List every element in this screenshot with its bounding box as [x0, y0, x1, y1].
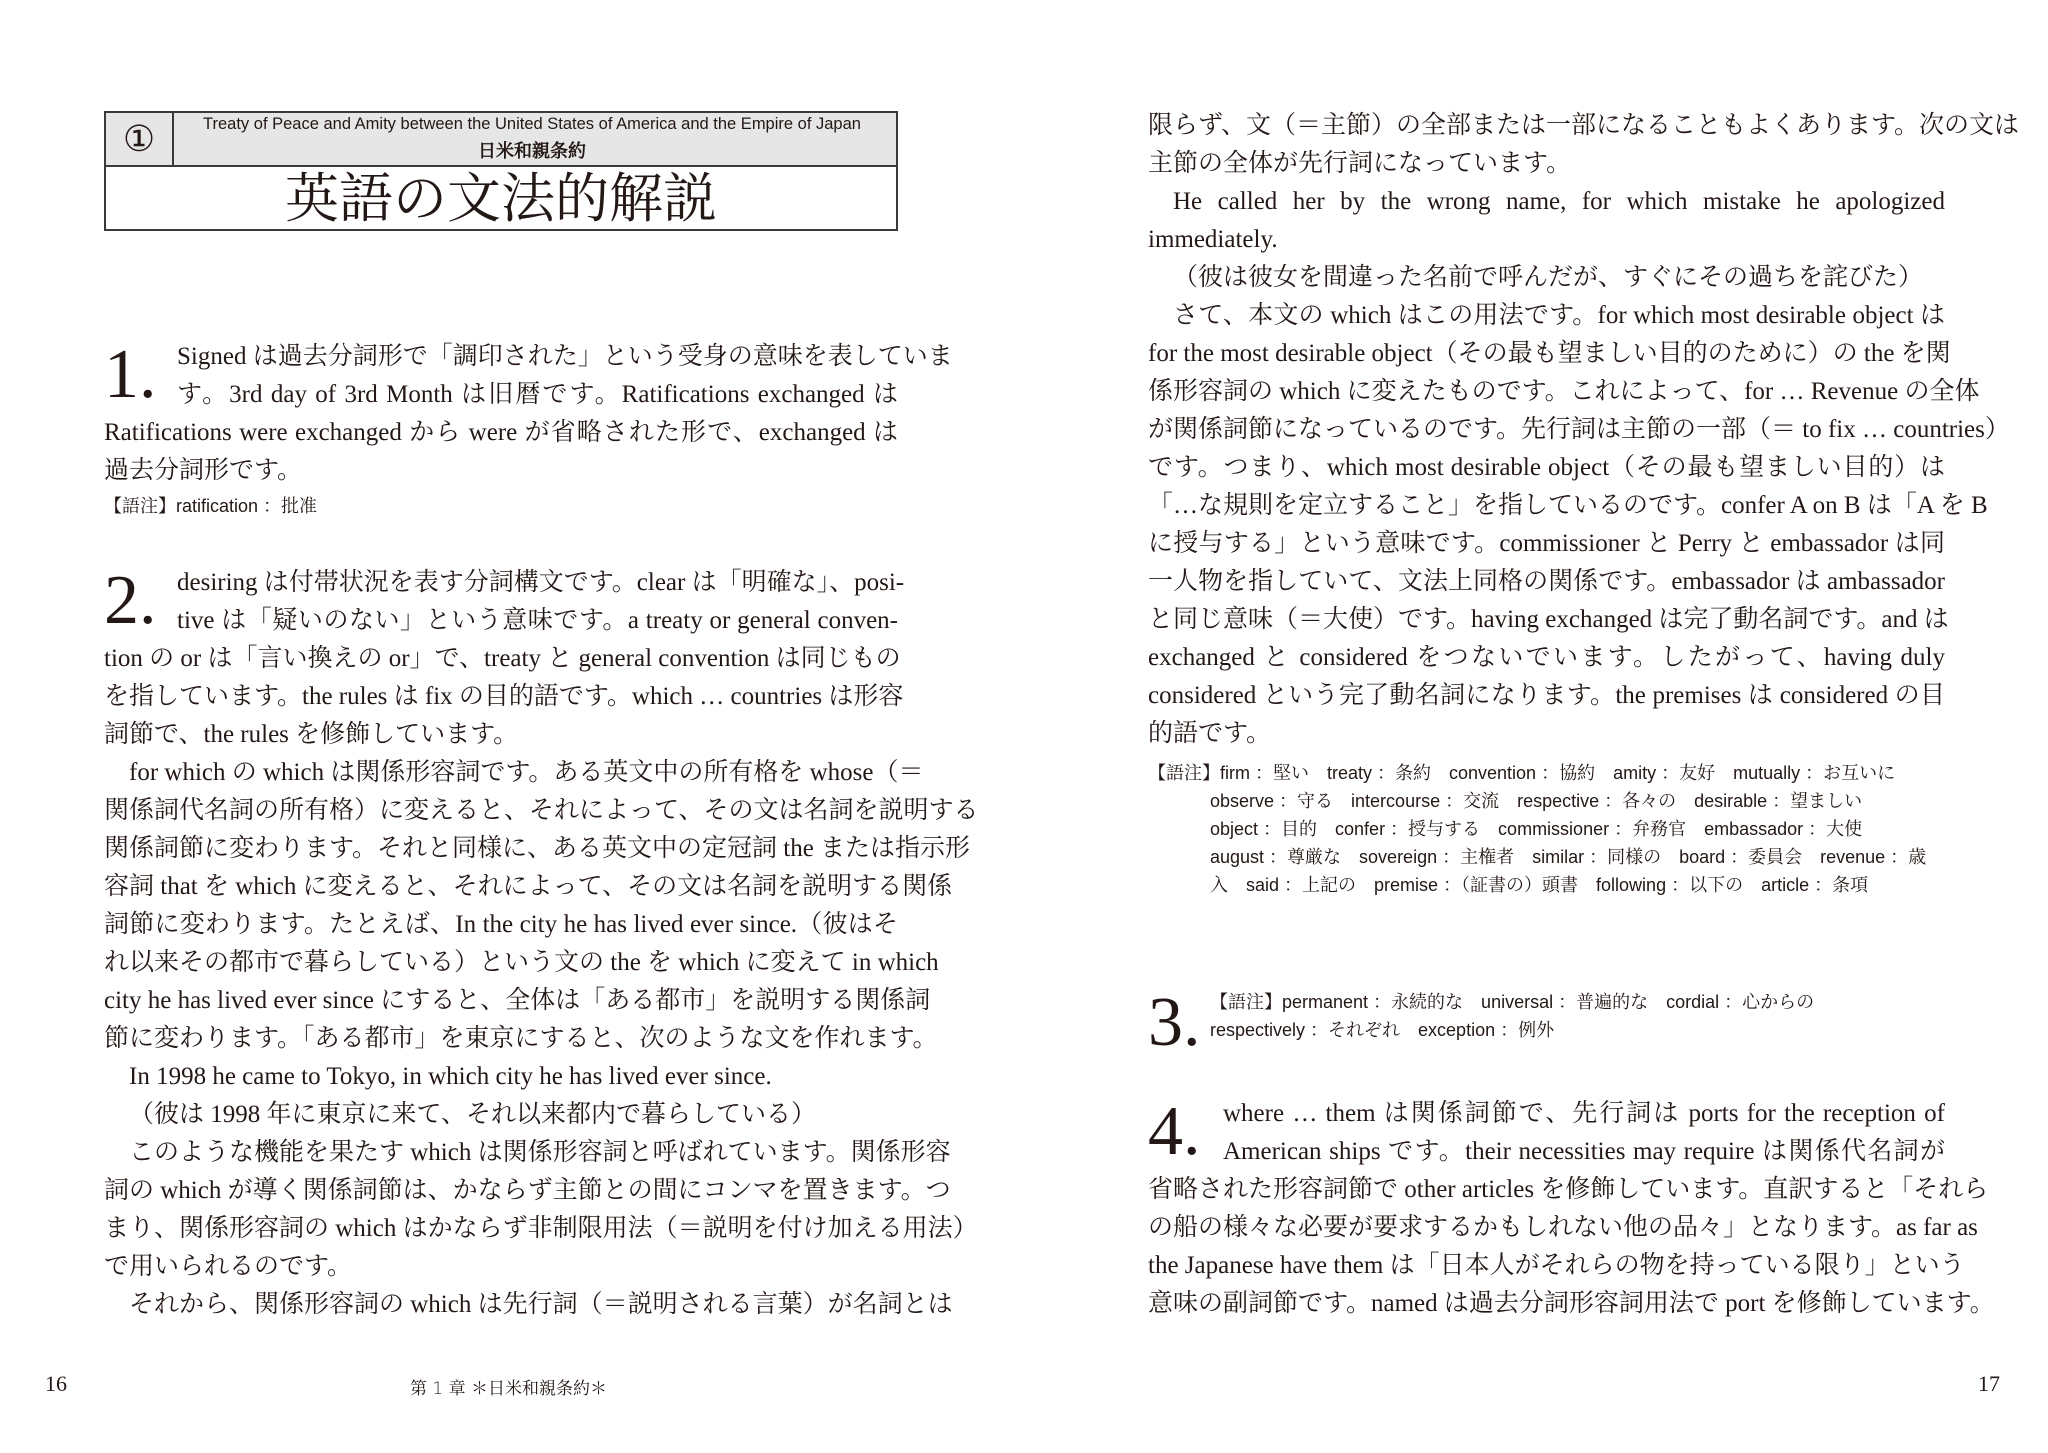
english-title: Treaty of Peace and Amity between the United States of America and the Empire of Japan — [203, 115, 861, 133]
section-4-body — [1148, 1171, 1995, 1323]
text-line: 関係詞節に変わります。それと同様に、ある英文中の定冠詞 the または指示形 — [104, 835, 971, 862]
section-4-number: 4. — [1148, 1093, 1201, 1170]
note-line: respectively ：それぞれ exception ：例外 — [1210, 1020, 1555, 1040]
running-head: 第 1 章 ＊日米和親条約＊ — [410, 1379, 608, 1399]
text-line: 一人物を指していて、文法上同格の関係です。embassador は ambassador — [1148, 568, 1945, 595]
section-1-note: 【語注】ratification ：批准 — [104, 496, 318, 516]
text-line: に授与する」という意味です。commissioner と Perry と embassador は同 — [1148, 530, 1945, 557]
text-line: where … them は関係詞節で、先行詞は ports for the reception of — [1223, 1100, 1945, 1127]
section-number-badge: ① — [106, 113, 174, 165]
text-line: exchanged と considered をつないでいます。したがって、having duly — [1148, 644, 1945, 671]
example-translation: （彼は 1998 年に東京に来て、それ以来都内で暮らしている） — [129, 1101, 817, 1128]
text-line: の船の様々な必要が要求するかもしれない他の品々」となります。as far as — [1148, 1214, 1978, 1241]
text-line: す。3rd day of 3rd Month は旧暦です。Ratifications exchanged は — [177, 381, 898, 408]
note-line: 【語注】firm ：堅い treaty ：条約 convention ：協約 amity ：友好 mutually ：お互いに — [1148, 763, 1896, 783]
section-4-intro — [1223, 1095, 1945, 1171]
note-line: 【語注】permanent ：永続的な universal ：普遍的な cordial ：心からの — [1210, 992, 1815, 1012]
page-number-left: 16 — [45, 1371, 67, 1396]
text-line: Signed は過去分詞形で「調印された」という受身の意味を表していま — [177, 343, 953, 370]
text-line: American ships です。their necessities may require は関係代名詞が — [1223, 1138, 1945, 1165]
note-line: 入 said ：上記の premise ：（証書の）頭書 following ：以下の article ：条項 — [1210, 875, 1869, 895]
note-line: observe ：守る intercourse ：交流 respective ：各々の desirable ：望ましい — [1210, 791, 1863, 811]
section-3-notes — [1210, 988, 1814, 1044]
text-line: 限らず、文（＝主節）の全部または一部になることもよくあります。次の文は — [1148, 112, 2020, 139]
japanese-title: 日米和親条約 — [478, 141, 586, 162]
text-line: 関係詞代名詞の所有格）に変えると、それによって、その文は名詞を説明する — [104, 797, 979, 824]
text-line: を指しています。the rules は fix の目的語です。which … countries は形容 — [104, 683, 904, 710]
text-line: 節に変わります。「ある都市」を東京にすると、次のような文を作れます。 — [104, 1025, 938, 1052]
text-line: tion の or は「言い換えの or」で、treaty と general convention は同じもの — [104, 645, 901, 672]
text-line: と同じ意味（＝大使）です。having exchanged は完了動名詞です。and は — [1148, 606, 1949, 633]
continued-text — [1148, 107, 2020, 753]
section-2-notes — [1148, 759, 1926, 899]
text-line: for the most desirable object（その最も望ましい目的のために）の the を関 — [1148, 340, 1951, 367]
example-sentence: He called her by the wrong name, for which mistake he apologized — [1173, 188, 1945, 215]
section-1-number: 1. — [104, 336, 157, 413]
text-line: 意味の副詞節です。named は過去分詞形容詞用法で port を修飾しています。 — [1148, 1290, 1995, 1317]
text-line: 容詞 that を which に変えると、それによって、その文は名詞を説明する関係 — [104, 873, 953, 900]
text-line: 詞節で、the rules を修飾しています。 — [104, 721, 519, 748]
text-line: です。つまり、which most desirable object（その最も望ましい目的）は — [1148, 454, 1945, 481]
text-line: desiring は付帯状況を表す分詞構文です。clear は「明確な」、posi- — [177, 569, 905, 596]
example-sentence: immediately. — [1148, 226, 1278, 253]
text-line: for which の which は関係形容詞です。ある英文中の所有格を whose（＝ — [129, 759, 924, 786]
text-line: considered という完了動名詞になります。the premises は considered の目 — [1148, 682, 1945, 709]
text-line: the Japanese have them は「日本人がそれらの物を持っている限り」という — [1148, 1252, 1965, 1279]
text-line: Ratifications were exchanged から were が省略された形で、exchanged は — [104, 419, 898, 446]
text-line: 係形容詞の which に変えたものです。これによって、for … Revenue の全体 — [1148, 378, 1980, 405]
text-line: 「…な規則を定立すること」を指しているのです。confer A on B は「A を B — [1148, 492, 1988, 519]
note-line: object ：目的 confer ：授与する commissioner ：弁務官 embassador ：大使 — [1210, 819, 1863, 839]
text-line: 詞節に変わります。たとえば、In the city he has lived ever since.（彼はそ — [104, 911, 898, 938]
text-line: city he has lived ever since にすると、全体は「ある都市」を説明する関係詞 — [104, 987, 931, 1014]
main-title: 英語の文法的解説 — [285, 167, 717, 230]
text-line: 省略された形容詞節で other articles を修飾しています。直訳すると「それら — [1148, 1176, 1989, 1203]
note-line: august ：尊厳な sovereign ：主権者 similar ：同様の board ：委員会 revenue ：歳 — [1210, 847, 1927, 867]
text-line: 主節の全体が先行詞になっています。 — [1148, 150, 1572, 177]
page-number-right: 17 — [1978, 1371, 2000, 1396]
text-line: 詞の which が導く関係詞節は、かならず主節との間にコンマを置きます。つ — [104, 1177, 951, 1204]
text-line: が関係詞節になっているのです。先行詞は主節の一部（＝ to fix … countries） — [1148, 416, 2010, 443]
text-line: このような機能を果たす which は関係形容詞と呼ばれています。関係形容 — [129, 1139, 951, 1166]
text-line: さて、本文の which はこの用法です。for which most desirable object は — [1173, 302, 1945, 329]
text-line: 的語です。 — [1148, 720, 1272, 747]
example-translation: （彼は彼女を間違った名前で呼んだが、すぐにその過ちを詫びた） — [1173, 264, 1924, 291]
text-line: それから、関係形容詞の which は先行詞（＝説明される言葉）が名詞とは — [129, 1291, 953, 1318]
section-2-number: 2. — [104, 562, 157, 639]
text-line: れ以来その都市で暮らしている）という文の the を which に変えて in which — [104, 949, 939, 976]
text-line: tive は「疑いのない」という意味です。a treaty or general conven- — [177, 607, 898, 634]
example-sentence: In 1998 he came to Tokyo, in which city he has lived ever since. — [129, 1063, 772, 1090]
text-line: まり、関係形容詞の which はかならず非制限用法（＝説明を付け加える用法） — [104, 1215, 978, 1242]
text-line: で用いられるのです。 — [104, 1253, 353, 1280]
text-line: 過去分詞形です。 — [104, 457, 303, 484]
section-3-number: 3. — [1148, 984, 1201, 1061]
